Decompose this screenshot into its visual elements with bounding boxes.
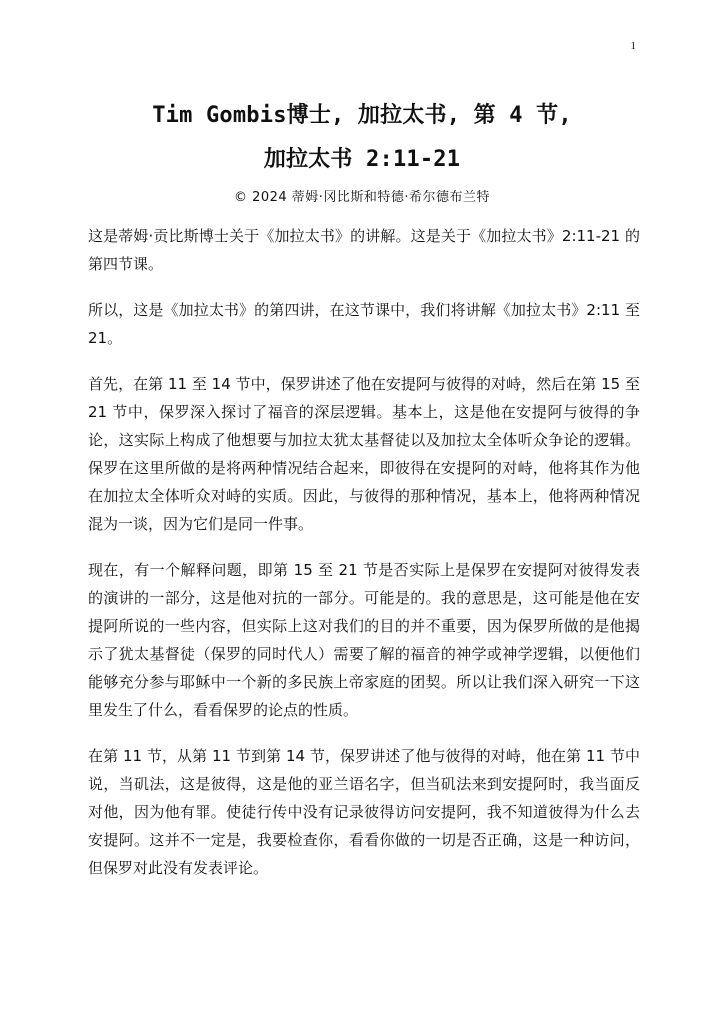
document-body bbox=[88, 222, 640, 900]
paragraph-3: 首先，在第 11 至 14 节中，保罗讲述了他在安提阿与彼得的对峙，然后在第 15 至 21 节中，保罗深入探讨了福音的深层逻辑。基本上，这是他在安提阿与彼得的争论，这实际上构成了他想要与加拉太犹太基督徒以及加拉太全体听众争论的逻辑。保罗在这里所做的是将两种情况结合起来，即彼得在安提阿的对峙，他将其作为他在加拉太全体听众对峙的实质。因此，与彼得的那种情况，基本上，他将两种情况混为一谈，因为它们是同一件事。 bbox=[88, 375, 640, 533]
paragraph-4: 现在，有一个解释问题，即第 15 至 21 节是否实际上是保罗在安提阿对彼得发表的演讲的一部分，这是他对抗的一部分。可能是的。我的意思是，这可能是他在安提阿所说的一些内容，但实际上这对我们的目的并不重要，因为保罗所做的是他揭示了犹太基督徒（保罗的同时代人）需要了解的福音的神学或神学逻辑，以便他们能够充分参与耶稣中一个新的多民族上帝家庭的团契。所以让我们深入研究一下这里发生了什么，看看保罗的论点的性质。 bbox=[88, 561, 640, 719]
title-block bbox=[0, 94, 724, 205]
page-number: 1 bbox=[630, 40, 636, 52]
paragraph-2: 所以，这是《加拉太书》的第四讲，在这节课中，我们将讲解《加拉太书》2:11 至 21。 bbox=[88, 301, 640, 347]
paragraph-1: 这是蒂姆·贡比斯博士关于《加拉太书》的讲解。这是关于《加拉太书》2:11-21 的第四节课。 bbox=[88, 227, 640, 273]
document-title-line-2: 加拉太书 2:11-21 bbox=[263, 147, 461, 172]
paragraph-5: 在第 11 节，从第 11 节到第 14 节，保罗讲述了他与彼得的对峙，他在第 11 节中说，当矶法，这是彼得，这是他的亚兰语名字，但当矶法来到安提阿时，我当面反对他，因为他有罪。使徒行传中没有记录彼得访问安提阿，我不知道彼得为什么去安提阿。这并不一定是，我要检查你，看看你做的一切是否正确，这是一种访问，但保罗对此没有发表评论。 bbox=[88, 747, 640, 877]
copyright-notice: © 2024 蒂姆·冈比斯和特德·希尔德布兰特 bbox=[233, 190, 491, 205]
document-title-line-1: Tim Gombis博士, 加拉太书, 第 4 节, bbox=[152, 103, 572, 128]
